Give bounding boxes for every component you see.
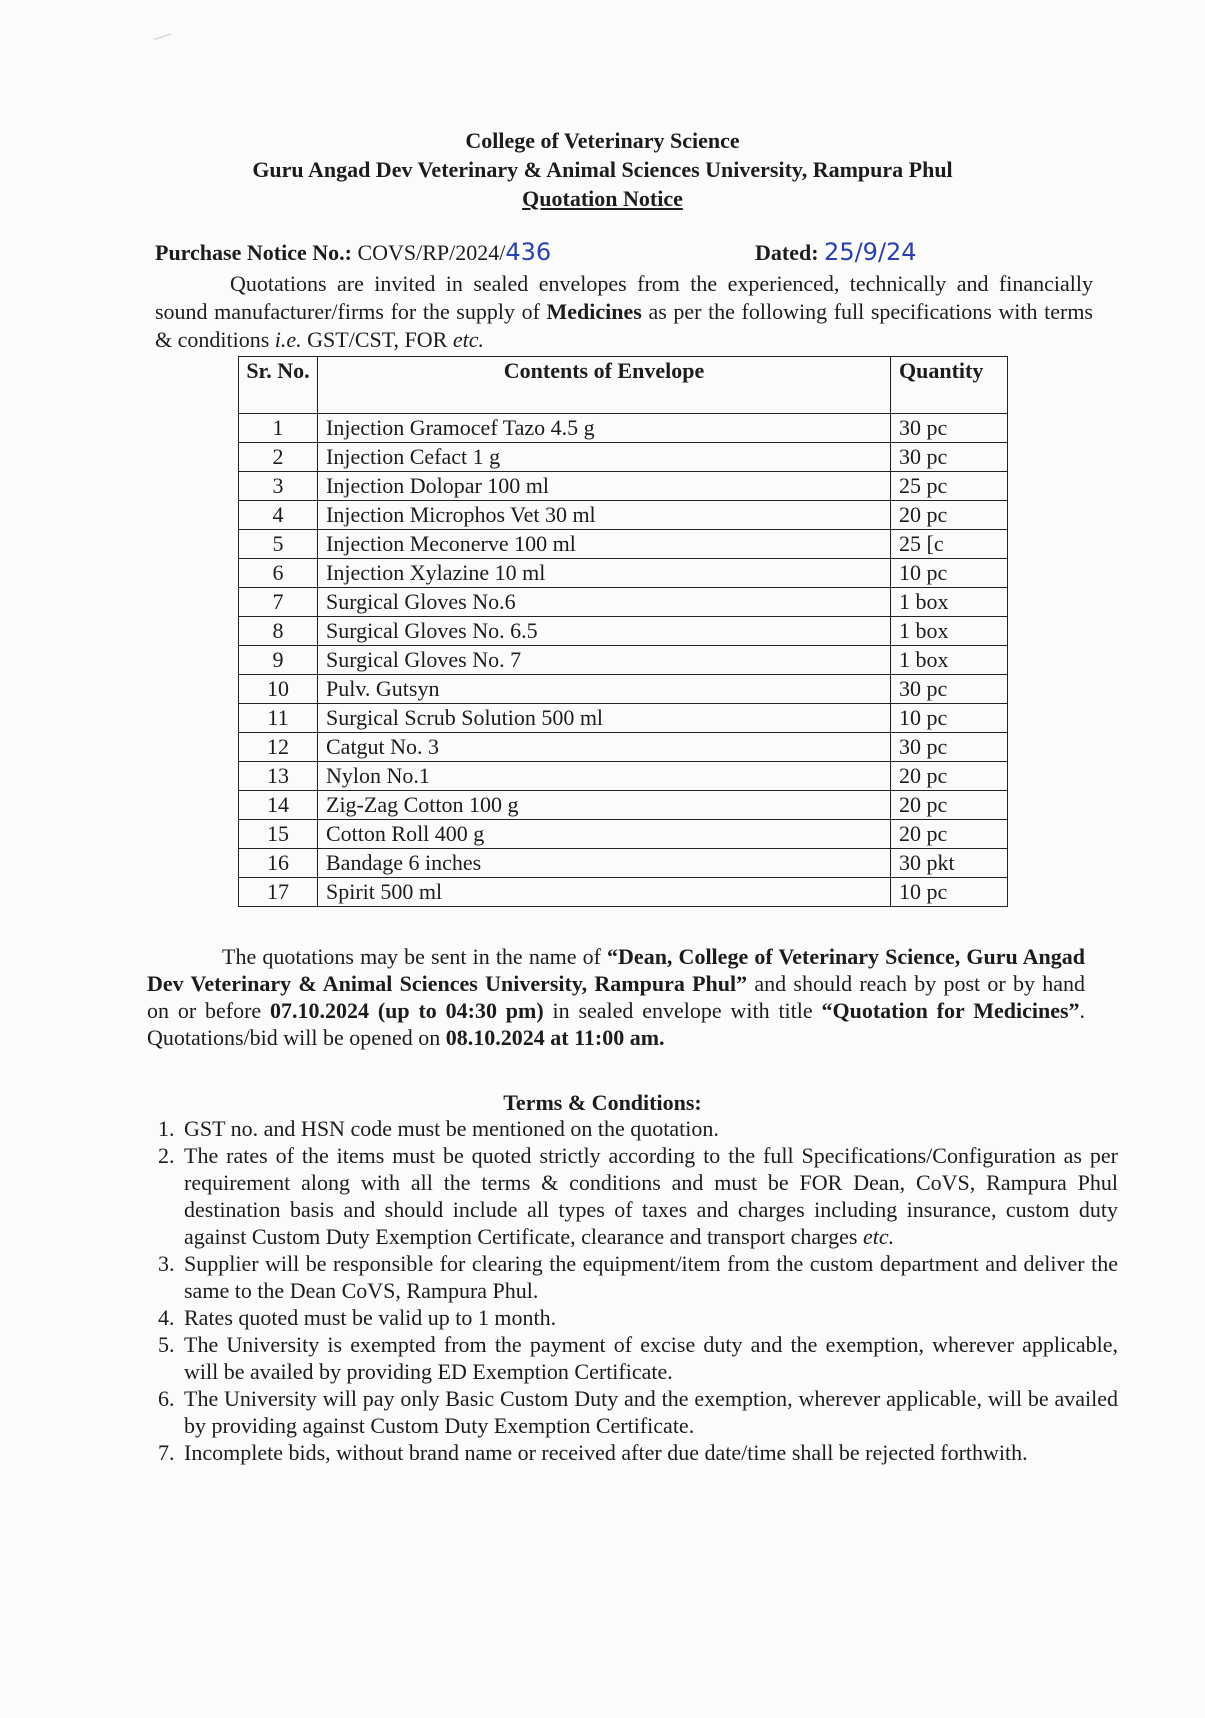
items-table <box>238 356 1008 907</box>
terms-item-text: The University will pay only Basic Custom Duty and the exemption, wherever applicable, will be availed by providing against Custom Duty Exemption Certificate. <box>184 1386 1118 1438</box>
row-sr-no: 7 <box>239 588 318 617</box>
terms-item <box>180 1385 1118 1439</box>
row-quantity: 20 pc <box>891 791 1008 820</box>
terms-item <box>180 1439 1118 1466</box>
row-sr-no: 15 <box>239 820 318 849</box>
terms-item <box>180 1250 1118 1304</box>
row-item-name: Pulv. Gutsyn <box>318 675 891 704</box>
margin-mark <box>154 33 175 49</box>
row-sr-no: 10 <box>239 675 318 704</box>
row-sr-no: 1 <box>239 414 318 443</box>
terms-item-text: Rates quoted must be valid up to 1 month. <box>184 1305 557 1330</box>
row-sr-no: 17 <box>239 878 318 907</box>
submission-text-2: and should reach by post or by hand on or before <box>147 971 1085 1023</box>
terms-item-text: GST no. and HSN code must be mentioned on the quotation. <box>184 1116 719 1141</box>
row-quantity: 10 pc <box>891 704 1008 733</box>
row-quantity: 1 box <box>891 617 1008 646</box>
row-item-name: Nylon No.1 <box>318 762 891 791</box>
table-row <box>239 617 1008 646</box>
header-contents: Contents of Envelope <box>318 357 891 414</box>
row-item-name: Injection Meconerve 100 ml <box>318 530 891 559</box>
items-table-body <box>239 414 1008 907</box>
row-quantity: 30 pkt <box>891 849 1008 878</box>
table-row <box>239 820 1008 849</box>
college-name: College of Veterinary Science <box>465 128 740 153</box>
row-item-name: Injection Microphos Vet 30 ml <box>318 501 891 530</box>
row-item-name: Injection Cefact 1 g <box>318 443 891 472</box>
row-item-name: Surgical Gloves No. 7 <box>318 646 891 675</box>
purchase-notice-label: Purchase Notice No.: <box>155 240 352 265</box>
terms-item <box>180 1115 1118 1142</box>
terms-item-text: The rates of the items must be quoted strictly according to the full Specifications/Configuration as per requirement along with all the terms & conditions and must be FOR Dean, CoVS, Rampura Phul destination basis and should include all types of taxes and charges including insurance, custom duty against Custom Duty Exemption Certificate, clearance and transport charges <box>184 1143 1118 1249</box>
table-row <box>239 588 1008 617</box>
table-row <box>239 501 1008 530</box>
row-sr-no: 11 <box>239 704 318 733</box>
handwritten-notice-number: 436 <box>505 238 552 266</box>
terms-item-text: Incomplete bids, without brand name or received after due date/time shall be rejected forthwith. <box>184 1440 1028 1465</box>
row-item-name: Catgut No. 3 <box>318 733 891 762</box>
submission-addressee: “Dean, College of Veterinary Science, Guru Angad Dev Veterinary & Animal Sciences University, Rampura Phul” <box>147 944 1085 996</box>
table-row <box>239 675 1008 704</box>
row-quantity: 20 pc <box>891 762 1008 791</box>
intro-italic-etc: etc. <box>452 327 485 352</box>
row-sr-no: 6 <box>239 559 318 588</box>
row-sr-no: 4 <box>239 501 318 530</box>
university-name: Guru Angad Dev Veterinary & Animal Sciences University, Rampura Phul <box>252 157 953 182</box>
row-quantity: 1 box <box>891 588 1008 617</box>
row-item-name: Surgical Gloves No. 6.5 <box>318 617 891 646</box>
header-quantity: Quantity <box>891 357 1008 414</box>
row-item-name: Injection Xylazine 10 ml <box>318 559 891 588</box>
header-sr-no: Sr. No. <box>239 357 318 414</box>
row-quantity: 1 box <box>891 646 1008 675</box>
terms-item <box>180 1142 1118 1250</box>
row-item-name: Surgical Scrub Solution 500 ml <box>318 704 891 733</box>
intro-bold-medicines: Medicines <box>546 299 642 324</box>
submission-deadline: 07.10.2024 (up to 04:30 pm) <box>270 998 544 1023</box>
terms-title: Terms & Conditions: <box>503 1090 702 1115</box>
table-row <box>239 559 1008 588</box>
row-sr-no: 9 <box>239 646 318 675</box>
terms-item <box>180 1304 1118 1331</box>
row-item-name: Injection Dolopar 100 ml <box>318 472 891 501</box>
row-sr-no: 3 <box>239 472 318 501</box>
table-row <box>239 849 1008 878</box>
row-quantity: 20 pc <box>891 820 1008 849</box>
table-row <box>239 646 1008 675</box>
purchase-notice-line <box>155 238 1085 266</box>
terms-item-text: Supplier will be responsible for clearing the equipment/item from the custom department and deliver the same to the Dean CoVS, Rampura Phul. <box>184 1251 1118 1303</box>
table-header-row <box>239 357 1008 414</box>
row-sr-no: 8 <box>239 617 318 646</box>
row-quantity: 30 pc <box>891 733 1008 762</box>
terms-item <box>180 1331 1118 1385</box>
table-row <box>239 878 1008 907</box>
row-quantity: 30 pc <box>891 414 1008 443</box>
row-sr-no: 2 <box>239 443 318 472</box>
row-sr-no: 5 <box>239 530 318 559</box>
row-quantity: 30 pc <box>891 443 1008 472</box>
submission-text-1: The quotations may be sent in the name of <box>222 944 608 969</box>
dated-field <box>755 238 917 266</box>
purchase-notice-number: COVS/RP/2024/ <box>357 240 506 265</box>
row-sr-no: 14 <box>239 791 318 820</box>
table-row <box>239 530 1008 559</box>
document-header <box>0 126 1205 213</box>
row-sr-no: 13 <box>239 762 318 791</box>
table-row <box>239 472 1008 501</box>
table-row <box>239 443 1008 472</box>
intro-text-1: Quotations are invited in sealed envelopes from the experienced, technically and financially sound manufacturer/firms for the supply of <box>155 271 1093 324</box>
submission-opening-date: 08.10.2024 at 11:00 am. <box>445 1025 665 1050</box>
dated-label: Dated: <box>755 240 819 265</box>
terms-item-italic-etc: etc. <box>862 1224 895 1249</box>
intro-paragraph <box>155 270 1093 354</box>
row-quantity: 25 pc <box>891 472 1008 501</box>
row-item-name: Injection Gramocef Tazo 4.5 g <box>318 414 891 443</box>
row-item-name: Cotton Roll 400 g <box>318 820 891 849</box>
notice-title: Quotation Notice <box>522 186 683 211</box>
submission-text-3: in sealed envelope with title <box>543 998 822 1023</box>
handwritten-date: 25/9/24 <box>824 238 917 266</box>
row-item-name: Surgical Gloves No.6 <box>318 588 891 617</box>
intro-italic-ie: i.e. <box>274 327 302 352</box>
table-row <box>239 762 1008 791</box>
terms-item-text: The University is exempted from the payment of excise duty and the exemption, wherever applicable, will be availed by providing ED Exemption Certificate. <box>184 1332 1118 1384</box>
row-quantity: 10 pc <box>891 878 1008 907</box>
row-item-name: Spirit 500 ml <box>318 878 891 907</box>
submission-envelope-title: “Quotation for Medicines” <box>821 998 1080 1023</box>
table-row <box>239 704 1008 733</box>
terms-list <box>145 1115 1118 1466</box>
row-quantity: 10 pc <box>891 559 1008 588</box>
intro-text-2: as per the following full specifications with terms & conditions <box>155 299 1093 352</box>
table-row <box>239 414 1008 443</box>
table-row <box>239 733 1008 762</box>
row-sr-no: 12 <box>239 733 318 762</box>
submission-text-4: . Quotations/bid will be opened on <box>147 998 1086 1050</box>
row-quantity: 25 [c <box>891 530 1008 559</box>
row-quantity: 30 pc <box>891 675 1008 704</box>
table-row <box>239 791 1008 820</box>
row-quantity: 20 pc <box>891 501 1008 530</box>
submission-paragraph <box>147 943 1085 1051</box>
row-sr-no: 16 <box>239 849 318 878</box>
row-item-name: Zig-Zag Cotton 100 g <box>318 791 891 820</box>
row-item-name: Bandage 6 inches <box>318 849 891 878</box>
intro-text-3: GST/CST, FOR <box>301 327 453 352</box>
